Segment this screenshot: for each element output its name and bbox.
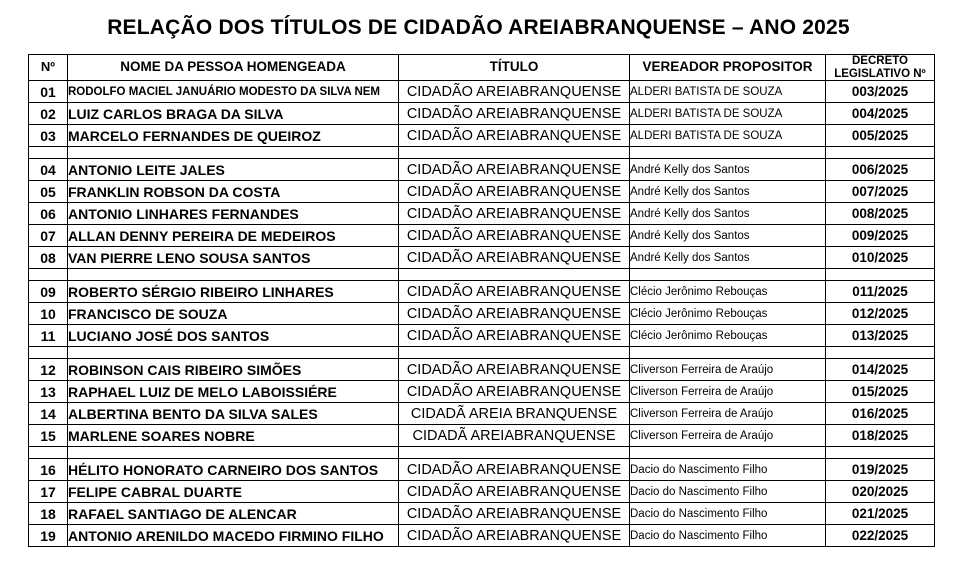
spacer-cell <box>399 147 630 159</box>
spacer-cell <box>826 269 935 281</box>
cell-titulo: CIDADÃO AREIABRANQUENSE <box>399 481 630 503</box>
cell-decreto: 022/2025 <box>826 525 935 547</box>
cell-numero: 18 <box>29 503 68 525</box>
cell-nome: ANTONIO ARENILDO MACEDO FIRMINO FILHO <box>68 525 399 547</box>
table-spacer-row <box>29 269 935 281</box>
cell-vereador: André Kelly dos Santos <box>630 247 826 269</box>
cell-numero: 01 <box>29 81 68 103</box>
cell-titulo: CIDADÃO AREIABRANQUENSE <box>399 325 630 347</box>
table-row <box>29 103 935 125</box>
table-row <box>29 459 935 481</box>
cell-numero: 02 <box>29 103 68 125</box>
cell-nome: MARLENE SOARES NOBRE <box>68 425 399 447</box>
cell-nome: RODOLFO MACIEL JANUÁRIO MODESTO DA SILVA NEM <box>68 81 399 103</box>
table-row <box>29 181 935 203</box>
cell-titulo: CIDADÃO AREIABRANQUENSE <box>399 281 630 303</box>
cell-decreto: 014/2025 <box>826 359 935 381</box>
spacer-cell <box>399 347 630 359</box>
table-row <box>29 525 935 547</box>
cell-nome: LUIZ CARLOS BRAGA DA SILVA <box>68 103 399 125</box>
cell-decreto: 015/2025 <box>826 381 935 403</box>
table-row <box>29 125 935 147</box>
cell-nome: ROBERTO SÉRGIO RIBEIRO LINHARES <box>68 281 399 303</box>
cell-numero: 11 <box>29 325 68 347</box>
cell-decreto: 007/2025 <box>826 181 935 203</box>
cell-titulo: CIDADÃO AREIABRANQUENSE <box>399 359 630 381</box>
cell-vereador: André Kelly dos Santos <box>630 225 826 247</box>
cell-decreto: 005/2025 <box>826 125 935 147</box>
cell-titulo: CIDADÃO AREIABRANQUENSE <box>399 103 630 125</box>
cell-nome: FRANCISCO DE SOUZA <box>68 303 399 325</box>
spacer-cell <box>68 269 399 281</box>
table-row <box>29 159 935 181</box>
cell-decreto: 013/2025 <box>826 325 935 347</box>
spacer-cell <box>630 269 826 281</box>
cell-numero: 09 <box>29 281 68 303</box>
cell-nome: ALLAN DENNY PEREIRA DE MEDEIROS <box>68 225 399 247</box>
cell-decreto: 018/2025 <box>826 425 935 447</box>
cell-titulo: CIDADÃ AREIABRANQUENSE <box>399 425 630 447</box>
cell-numero: 16 <box>29 459 68 481</box>
cell-nome: RAFAEL SANTIAGO DE ALENCAR <box>68 503 399 525</box>
spacer-cell <box>826 147 935 159</box>
cell-decreto: 011/2025 <box>826 281 935 303</box>
table-row <box>29 503 935 525</box>
cell-nome: HÉLITO HONORATO CARNEIRO DOS SANTOS <box>68 459 399 481</box>
cell-numero: 12 <box>29 359 68 381</box>
cell-decreto: 003/2025 <box>826 81 935 103</box>
cell-numero: 19 <box>29 525 68 547</box>
cell-titulo: CIDADÃO AREIABRANQUENSE <box>399 81 630 103</box>
cell-decreto: 020/2025 <box>826 481 935 503</box>
cell-vereador: Clécio Jerônimo Rebouças <box>630 325 826 347</box>
cell-vereador: Clécio Jerônimo Rebouças <box>630 303 826 325</box>
table-row <box>29 381 935 403</box>
cell-vereador: Clécio Jerônimo Rebouças <box>630 281 826 303</box>
spacer-cell <box>68 447 399 459</box>
table-row <box>29 325 935 347</box>
cell-vereador: Dacio do Nascimento Filho <box>630 525 826 547</box>
table-header <box>29 55 935 81</box>
cell-vereador: André Kelly dos Santos <box>630 203 826 225</box>
spacer-cell <box>29 147 68 159</box>
spacer-cell <box>29 347 68 359</box>
cell-decreto: 010/2025 <box>826 247 935 269</box>
cell-titulo: CIDADÃO AREIABRANQUENSE <box>399 225 630 247</box>
cell-numero: 08 <box>29 247 68 269</box>
spacer-cell <box>68 347 399 359</box>
cell-titulo: CIDADÃO AREIABRANQUENSE <box>399 159 630 181</box>
cell-titulo: CIDADÃO AREIABRANQUENSE <box>399 525 630 547</box>
cell-decreto: 008/2025 <box>826 203 935 225</box>
table-row <box>29 425 935 447</box>
spacer-cell <box>630 447 826 459</box>
spacer-cell <box>399 269 630 281</box>
table-row <box>29 203 935 225</box>
cell-nome: LUCIANO JOSÉ DOS SANTOS <box>68 325 399 347</box>
cell-decreto: 004/2025 <box>826 103 935 125</box>
spacer-cell <box>29 447 68 459</box>
table-header-row <box>29 55 935 81</box>
cell-numero: 15 <box>29 425 68 447</box>
spacer-cell <box>68 147 399 159</box>
table-spacer-row <box>29 447 935 459</box>
cell-titulo: CIDADÃO AREIABRANQUENSE <box>399 459 630 481</box>
cell-nome: ALBERTINA BENTO DA SILVA SALES <box>68 403 399 425</box>
cell-decreto: 021/2025 <box>826 503 935 525</box>
cell-nome: FRANKLIN ROBSON DA COSTA <box>68 181 399 203</box>
cell-nome: FELIPE CABRAL DUARTE <box>68 481 399 503</box>
cell-numero: 14 <box>29 403 68 425</box>
cell-nome: ANTONIO LEITE JALES <box>68 159 399 181</box>
cell-numero: 13 <box>29 381 68 403</box>
cell-nome: VAN PIERRE LENO SOUSA SANTOS <box>68 247 399 269</box>
cell-titulo: CIDADÃO AREIABRANQUENSE <box>399 381 630 403</box>
table-body <box>29 81 935 547</box>
cell-numero: 04 <box>29 159 68 181</box>
cell-vereador: Dacio do Nascimento Filho <box>630 503 826 525</box>
cell-numero: 03 <box>29 125 68 147</box>
spacer-cell <box>29 269 68 281</box>
cell-titulo: CIDADÃO AREIABRANQUENSE <box>399 203 630 225</box>
cell-vereador: Cliverson Ferreira de Araújo <box>630 381 826 403</box>
column-header-titulo: TÍTULO <box>399 55 630 81</box>
page-title: RELAÇÃO DOS TÍTULOS DE CIDADÃO AREIABRANQUENSE – ANO 2025 <box>107 16 850 39</box>
cell-vereador: Cliverson Ferreira de Araújo <box>630 403 826 425</box>
cell-titulo: CIDADÃO AREIABRANQUENSE <box>399 303 630 325</box>
cell-decreto: 012/2025 <box>826 303 935 325</box>
table-row <box>29 403 935 425</box>
spacer-cell <box>399 447 630 459</box>
cell-vereador: André Kelly dos Santos <box>630 159 826 181</box>
table-row <box>29 303 935 325</box>
cell-titulo: CIDADÃO AREIABRANQUENSE <box>399 503 630 525</box>
cell-nome: RAPHAEL LUIZ DE MELO LABOISSIÉRE <box>68 381 399 403</box>
table-row <box>29 247 935 269</box>
spacer-cell <box>630 147 826 159</box>
column-header-vereador: VEREADOR PROPOSITOR <box>630 55 826 81</box>
cell-titulo: CIDADÃO AREIABRANQUENSE <box>399 181 630 203</box>
table-row <box>29 81 935 103</box>
cell-decreto: 009/2025 <box>826 225 935 247</box>
cell-numero: 07 <box>29 225 68 247</box>
document-page <box>0 16 957 561</box>
column-header-nome: NOME DA PESSOA HOMENGEADA <box>68 55 399 81</box>
titulos-table <box>28 54 935 547</box>
cell-numero: 06 <box>29 203 68 225</box>
table-row <box>29 481 935 503</box>
cell-vereador: ALDERI BATISTA DE SOUZA <box>630 125 826 147</box>
table-row <box>29 225 935 247</box>
cell-vereador: ALDERI BATISTA DE SOUZA <box>630 103 826 125</box>
cell-numero: 17 <box>29 481 68 503</box>
column-header-numero: Nº <box>29 55 68 81</box>
spacer-cell <box>826 347 935 359</box>
cell-vereador: Dacio do Nascimento Filho <box>630 481 826 503</box>
cell-titulo: CIDADÃO AREIABRANQUENSE <box>399 125 630 147</box>
cell-vereador: Dacio do Nascimento Filho <box>630 459 826 481</box>
cell-decreto: 016/2025 <box>826 403 935 425</box>
spacer-cell <box>630 347 826 359</box>
table-row <box>29 281 935 303</box>
table-spacer-row <box>29 147 935 159</box>
cell-nome: ANTONIO LINHARES FERNANDES <box>68 203 399 225</box>
cell-decreto: 019/2025 <box>826 459 935 481</box>
cell-decreto: 006/2025 <box>826 159 935 181</box>
cell-numero: 05 <box>29 181 68 203</box>
cell-nome: ROBINSON CAIS RIBEIRO SIMÕES <box>68 359 399 381</box>
cell-titulo: CIDADÃO AREIABRANQUENSE <box>399 247 630 269</box>
cell-numero: 10 <box>29 303 68 325</box>
table-spacer-row <box>29 347 935 359</box>
cell-titulo: CIDADÃ AREIA BRANQUENSE <box>399 403 630 425</box>
cell-nome: MARCELO FERNANDES DE QUEIROZ <box>68 125 399 147</box>
cell-vereador: André Kelly dos Santos <box>630 181 826 203</box>
table-row <box>29 359 935 381</box>
column-header-decreto: DECRETO LEGISLATIVO Nº <box>826 55 935 81</box>
cell-vereador: Cliverson Ferreira de Araújo <box>630 359 826 381</box>
spacer-cell <box>826 447 935 459</box>
cell-vereador: ALDERI BATISTA DE SOUZA <box>630 81 826 103</box>
cell-vereador: Cliverson Ferreira de Araújo <box>630 425 826 447</box>
